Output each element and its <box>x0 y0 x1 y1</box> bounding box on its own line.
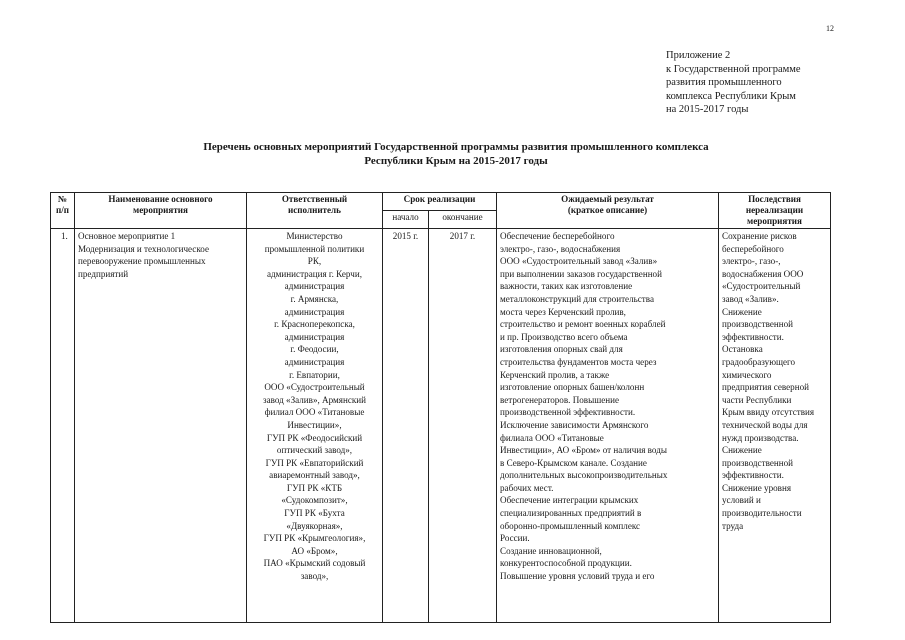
cell-line: Создание инновационной, <box>500 545 602 556</box>
cell-line: Снижение <box>722 445 762 456</box>
cell-line: Повышение уровня условий труда и его <box>500 571 655 582</box>
row-number: 1. <box>51 229 75 623</box>
cell-line: оптический завод», <box>276 445 353 456</box>
executor-cell <box>247 229 383 623</box>
cell-line: производственной эффективности. <box>500 407 636 418</box>
cell-line: предприятий <box>78 268 129 279</box>
cell-line: изготовление опорных башен/колонн <box>500 382 645 393</box>
cell-line: ветрогенераторов. Повышение <box>500 394 620 405</box>
appendix-line: на 2015-2017 годы <box>666 104 749 115</box>
cell-line: при выполнении заказов государственной <box>500 268 662 279</box>
cell-line: электро-, газо-, водоснабжения <box>500 243 621 254</box>
appendix-note <box>666 49 801 117</box>
header-end: окончание <box>429 211 497 229</box>
header-result <box>497 193 719 229</box>
cell-line: дополнительных высокопроизводительных <box>500 470 668 481</box>
appendix-line: Приложение 2 <box>666 50 731 61</box>
cell-line: условий и <box>722 495 761 506</box>
cell-line: ООО «Судостроительный завод «Залив» <box>500 256 658 267</box>
cell-line: ГУП РК «Евпаторийский <box>265 457 364 468</box>
cell-line: моста через Керченский пролив, <box>500 306 626 317</box>
cell-line: специализированных предприятий в <box>500 508 642 519</box>
cell-line: части Республики <box>722 394 792 405</box>
cell-line: и пр. Производство всего объема <box>500 331 628 342</box>
cell-line: оборонно-промышленный комплекс <box>500 520 641 531</box>
consequences-cell <box>719 229 831 623</box>
cell-line: труда <box>722 520 744 531</box>
cell-line: электро-, газо-, <box>722 256 781 267</box>
cell-line: в Северо-Крымском канале. Создание <box>500 457 647 468</box>
header-term: Срок реализации <box>383 193 497 211</box>
cell-line: ГУП РК «Крымгеология», <box>263 533 366 544</box>
cell-line: строительство и ремонт военных кораблей <box>500 319 666 330</box>
appendix-line: к Государственной программе <box>666 63 801 75</box>
cell-line: Инвестиции», <box>287 419 342 430</box>
header-executor <box>247 193 383 229</box>
cell-line: металлоконструкций для строительства <box>500 293 654 304</box>
cell-line: производительности <box>722 508 802 519</box>
header-text: Последствия <box>748 194 801 204</box>
cell-line: градообразующего <box>722 356 796 367</box>
cell-line: производственной <box>722 457 793 468</box>
cell-line: промышленной политики <box>264 243 365 254</box>
cell-line: Модернизация и технологическое <box>78 243 209 254</box>
cell-line: Сохранение рисков <box>722 231 797 241</box>
cell-line: ООО «Судостроительный <box>264 382 365 393</box>
table-row <box>51 229 831 623</box>
cell-line: г. Евпатории, <box>289 369 340 380</box>
cell-line: Основное мероприятие 1 <box>78 231 176 241</box>
cell-line: эффективности. <box>722 331 784 342</box>
cell-line: технической воды для <box>722 419 808 430</box>
cell-line: Остановка <box>722 344 763 355</box>
cell-line: рабочих мест. <box>500 482 554 493</box>
cell-line: Инвестиции», АО «Бром» от наличия воды <box>500 445 667 456</box>
header-text: № <box>57 194 68 204</box>
cell-line: «Судостроительный <box>722 281 801 292</box>
cell-line: АО «Бром», <box>291 545 338 556</box>
cell-line: ПАО «Крымский содовый <box>263 558 366 569</box>
cell-line: администрация <box>284 306 345 317</box>
header-start: начало <box>383 211 429 229</box>
cell-line: г. Феодосии, <box>290 344 339 355</box>
cell-line: предприятия северной <box>722 382 810 393</box>
cell-line: Снижение <box>722 306 762 317</box>
cell-line: завод», <box>300 571 329 582</box>
cell-line: Обеспечение интеграции крымских <box>500 495 639 506</box>
cell-line: ГУП РК «КТБ <box>286 482 343 493</box>
cell-line: г. Красноперекопска, <box>274 319 355 330</box>
cell-line: нужд производства. <box>722 432 799 443</box>
cell-line: завод «Залив». <box>722 293 779 304</box>
header-text: мероприятия <box>747 216 802 226</box>
cell-line: химического <box>722 369 772 380</box>
header-text: п/п <box>55 205 69 215</box>
appendix-line: комплекса Республики Крым <box>666 90 796 102</box>
cell-line: РК, <box>307 256 322 267</box>
activities-table <box>50 192 831 623</box>
header-text: мероприятия <box>133 205 188 215</box>
activity-name-cell <box>75 229 247 623</box>
header-text: Ожидаемый результат <box>561 194 654 204</box>
cell-line: филиал ООО «Титановые <box>264 407 365 418</box>
header-name <box>75 193 247 229</box>
cell-line: эффективности. <box>722 470 784 481</box>
cell-line: водоснабжения ООО <box>722 268 804 279</box>
document-title <box>100 140 812 168</box>
header-consequences <box>719 193 831 229</box>
cell-line: производственной <box>722 319 793 330</box>
header-text: исполнитель <box>288 205 341 215</box>
cell-line: Крым ввиду отсутствия <box>722 407 815 418</box>
cell-line: конкурентоспособной продукции. <box>500 558 632 569</box>
appendix-line: развития промышленного <box>666 77 782 88</box>
cell-line: администрация <box>284 356 345 367</box>
cell-line: Обеспечение бесперебойного <box>500 231 615 241</box>
cell-line: перевооружение промышленных <box>78 256 206 267</box>
cell-line: «Двуякорная», <box>286 520 343 531</box>
title-line: Перечень основных мероприятий Государственной программы развития промышленного комплекса <box>203 141 709 153</box>
start-year-cell: 2015 г. <box>383 229 429 623</box>
cell-line: Керченский пролив, а также <box>500 369 610 380</box>
header-text: (краткое описание) <box>567 205 648 215</box>
cell-line: «Судокомпозит», <box>281 495 348 506</box>
cell-line: бесперебойного <box>722 243 784 254</box>
cell-line: Министерство <box>286 231 343 241</box>
cell-line: ГУП РК «Бухта <box>284 508 345 519</box>
expected-result-cell <box>497 229 719 623</box>
cell-line: администрация г. Керчи, <box>267 268 362 279</box>
page-number: 12 <box>826 24 834 33</box>
cell-line: Исключение зависимости Армянского <box>500 419 649 430</box>
title-line: Республики Крым на 2015-2017 годы <box>364 155 548 167</box>
cell-line: важности, таких как изготовление <box>500 281 633 292</box>
cell-line: строительства фундаментов моста через <box>500 356 657 367</box>
cell-line: ГУП РК «Феодосийский <box>266 432 363 443</box>
cell-line: администрация <box>284 331 345 342</box>
end-year-cell: 2017 г. <box>429 229 497 623</box>
cell-line: изготовления опорных свай для <box>500 344 623 355</box>
cell-line: завод «Залив», Армянский <box>262 394 367 405</box>
header-text: Наименование основного <box>108 194 213 204</box>
cell-line: филиала ООО «Титановые <box>500 432 604 443</box>
header-row <box>51 193 831 211</box>
cell-line: Снижение уровня <box>722 482 792 493</box>
header-text: Ответственный <box>281 194 348 204</box>
cell-line: авиаремонтный завод», <box>269 470 360 481</box>
cell-line: администрация <box>284 281 345 292</box>
header-text: нереализации <box>745 205 804 215</box>
cell-line: России. <box>500 533 530 544</box>
header-num <box>51 193 75 229</box>
cell-line: г. Армянска, <box>290 293 339 304</box>
